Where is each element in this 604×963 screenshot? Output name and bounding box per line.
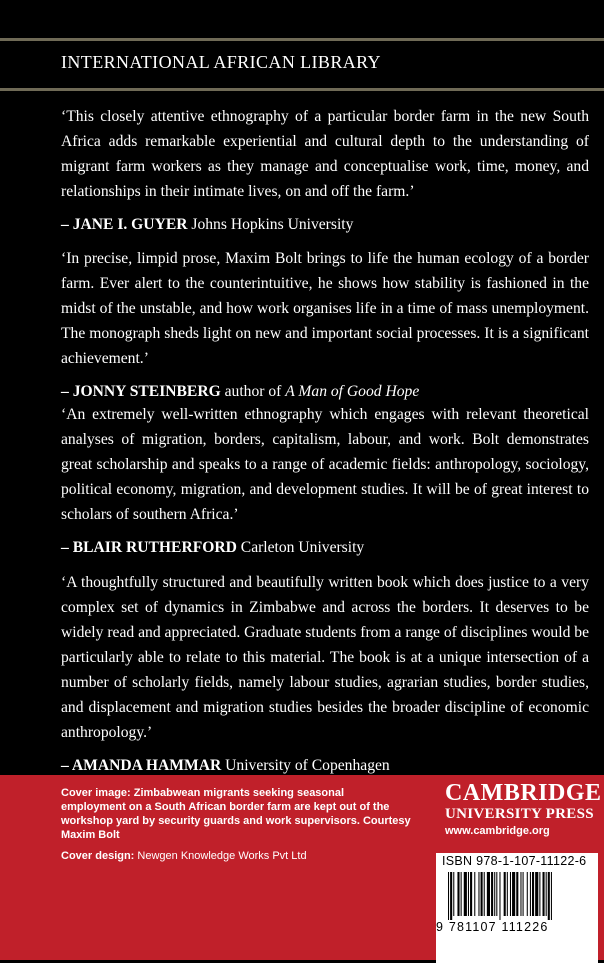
barcode-bar bbox=[548, 872, 550, 920]
barcode-bar bbox=[481, 872, 483, 916]
cover-design-credit bbox=[61, 849, 411, 863]
barcode-bar bbox=[530, 872, 531, 916]
endorser-affiliation: Carleton University bbox=[236, 539, 365, 556]
series-title: INTERNATIONAL AFRICAN LIBRARY bbox=[61, 52, 381, 72]
barcode-bar bbox=[494, 872, 495, 916]
barcode-bar bbox=[474, 872, 475, 916]
endorsement-quote: ‘In precise, limpid prose, Maxim Bolt brings to life the human ecology of a border farm. Ever alert to the counterintuitive, he shows how stability is fashioned in the midst of the unstable, and how work organises life in a time of mass unemployment. The monograph sheds light on new and important social processes. It is a significant achievement.’ bbox=[61, 250, 589, 367]
endorser-name: – BLAIR RUTHERFORD bbox=[61, 539, 237, 556]
barcode-digits: 9 781107 111226 bbox=[436, 920, 549, 934]
barcode-bar bbox=[551, 872, 552, 920]
barcode-bar bbox=[491, 872, 493, 916]
cover-design-label: Cover design: bbox=[61, 850, 135, 862]
barcode-bar bbox=[468, 872, 469, 916]
barcode-bar bbox=[461, 872, 462, 916]
endorsement-quote: ‘This closely attentive ethnography of a particular border farm in the new South Africa adds remarkable experiential and cultural depth to the understanding of migrant farm workers as they manage and conceptualise work, time, money, and relationships in their intimate lives, on and off the farm.’ bbox=[61, 108, 589, 200]
isbn-barcode-panel bbox=[436, 853, 598, 963]
barcode-bar bbox=[457, 872, 459, 916]
barcode-bar bbox=[448, 872, 449, 920]
barcode-bar bbox=[504, 872, 506, 916]
barcode-bar bbox=[484, 872, 485, 916]
series-rule-bottom bbox=[0, 88, 604, 91]
barcode-bar bbox=[478, 872, 479, 916]
barcode-bar bbox=[532, 872, 534, 916]
cover-footer bbox=[0, 775, 604, 960]
series-header bbox=[0, 0, 604, 96]
barcode-bar bbox=[507, 872, 508, 916]
endorsement-rutherford bbox=[61, 402, 589, 560]
barcode-bar bbox=[523, 872, 524, 916]
barcode-bar bbox=[470, 872, 472, 916]
barcode-bar bbox=[496, 872, 497, 916]
barcode-bar bbox=[546, 872, 547, 916]
endorser-affiliation: Johns Hopkins University bbox=[187, 216, 354, 233]
endorsement-attribution bbox=[61, 212, 589, 237]
barcode-bar bbox=[527, 872, 528, 916]
barcode-bar bbox=[450, 872, 452, 920]
publisher-url: www.cambridge.org bbox=[445, 825, 550, 837]
barcode-bar bbox=[510, 872, 511, 916]
barcode-bar bbox=[512, 872, 515, 916]
endorser-name: – JANE I. GUYER bbox=[61, 216, 188, 233]
endorsement-hammar bbox=[61, 570, 589, 778]
endorser-affiliation: author of bbox=[220, 383, 286, 400]
publisher-name: CAMBRIDGE bbox=[445, 780, 602, 806]
cover-image-credit: Cover image: Zimbabwean migrants seeking seasonal employment on a South African border farm are kept out of the workshop yard by security guards and work supervisors. Courtesy Maxim Bolt bbox=[61, 787, 411, 841]
endorser-name: – AMANDA HAMMAR bbox=[61, 757, 222, 774]
endorsement-quote: ‘A thoughtfully structured and beautifully written book which does justice to a very complex set of dynamics in Zimbabwe and across the borders. It deserves to be widely read and appreciated. Graduate students from a range of disciplines would be particularly able to relate to this material. The book is at a unique intersection of a number of scholarly fields, namely labour studies, agrarian studies, border studies, and displacement and migration studies besides the broader discipline of economic anthropology.’ bbox=[61, 574, 589, 741]
endorsement-attribution bbox=[61, 535, 589, 560]
barcode-bar bbox=[543, 872, 545, 916]
endorser-affiliation: University of Copenhagen bbox=[221, 757, 390, 774]
barcode-bar bbox=[487, 872, 490, 916]
series-rule-top bbox=[0, 38, 604, 41]
barcode-bar bbox=[499, 872, 500, 920]
barcode-bar bbox=[453, 872, 454, 916]
barcode-bar bbox=[535, 872, 538, 916]
publisher-logo bbox=[445, 780, 602, 838]
endorser-book-title: A Man of Good Hope bbox=[285, 383, 420, 400]
barcode-bar bbox=[520, 872, 521, 916]
barcode-bar bbox=[516, 872, 518, 916]
endorsement-steinberg bbox=[61, 246, 589, 404]
cover-design-value: Newgen Knowledge Works Pvt Ltd bbox=[134, 850, 307, 862]
publisher-press: UNIVERSITY PRESS bbox=[445, 806, 594, 822]
barcode-image bbox=[448, 872, 586, 920]
endorser-name: – JONNY STEINBERG bbox=[61, 383, 221, 400]
isbn-number: ISBN 978-1-107-11122-6 bbox=[442, 854, 587, 868]
endorsement-attribution bbox=[61, 379, 589, 404]
endorsement-quote: ‘An extremely well-written ethnography which engages with relevant theoretical analyses of migration, borders, capitalism, labour, and work. Bolt demonstrates great scholarship and speaks to a range of academic fields: anthropology, sociology, political economy, migration, and development studies. It will be of great interest to scholars of southern Africa.’ bbox=[61, 406, 589, 523]
barcode-bar bbox=[464, 872, 467, 916]
barcode-bar bbox=[539, 872, 540, 916]
endorsement-guyer bbox=[61, 104, 589, 237]
